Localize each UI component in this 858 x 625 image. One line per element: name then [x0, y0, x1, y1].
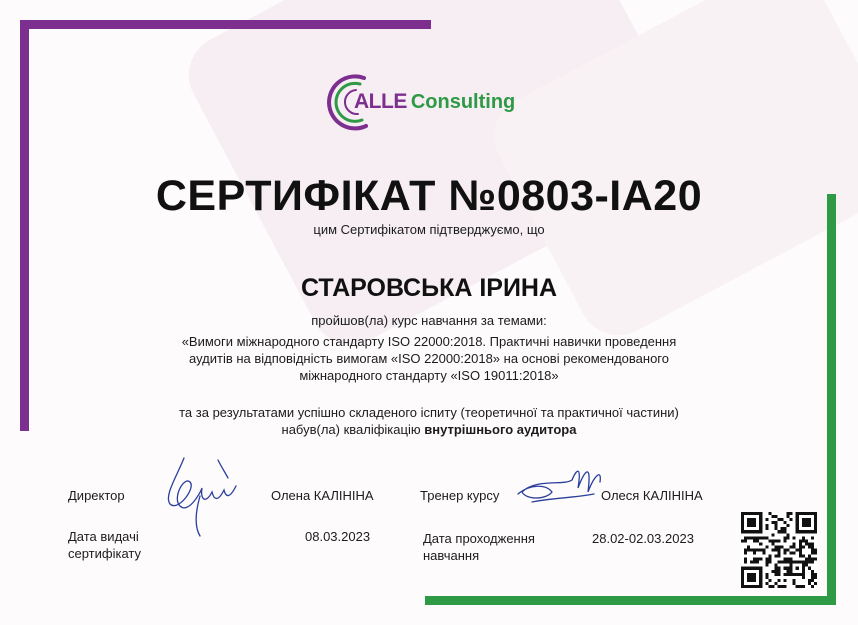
trainer-name: Олеся КАЛІНІНА [601, 488, 703, 503]
logo-text [354, 90, 515, 114]
topic-line: міжнародного стандарту «ISO 19011:2018» [299, 368, 559, 383]
company-logo [326, 70, 546, 134]
certificate-title: СЕРТИФІКАТ №0803-ІА20 [155, 172, 703, 220]
signature-icon [512, 458, 612, 510]
training-date-label-line: навчання [423, 548, 480, 563]
recipient-name: СТАРОВСЬКА ІРИНА [300, 274, 558, 302]
topic-line: «Вимоги міжнародного стандарту ISO 22000:2018. Практичні навички проведення [181, 334, 677, 349]
training-dates: 28.02-02.03.2023 [592, 531, 694, 546]
issue-date-label-line: сертифікату [68, 546, 141, 561]
trainer-label: Тренер курсу [420, 488, 500, 503]
completed-text: пройшов(ла) курс навчання за темами: [311, 313, 547, 328]
logo-brand-alle: ALLE [354, 90, 407, 113]
director-name: Олена КАЛІНІНА [271, 488, 374, 503]
issue-date-label [68, 528, 141, 562]
qualification-title: внутрішнього аудитора [424, 422, 577, 437]
director-label: Директор [68, 488, 125, 503]
course-topic [130, 333, 728, 384]
qualification-text [0, 421, 858, 438]
issue-date: 08.03.2023 [305, 529, 371, 544]
training-date-label [423, 530, 535, 564]
qr-code-icon[interactable] [741, 512, 817, 588]
topic-line: аудитів на відповідність вимогам «ISO 22000:2018» на основі рекомендованого [189, 351, 669, 366]
logo-brand-consulting: Consulting [410, 91, 516, 113]
confirm-text: цим Сертифікатом підтверджуємо, що [313, 222, 545, 237]
issue-date-label-line: Дата видачі [68, 529, 139, 544]
training-date-label-line: Дата проходження [423, 531, 535, 546]
qualification-prefix: набув(ла) кваліфікацію [281, 422, 425, 437]
signature-icon [156, 448, 246, 540]
exam-text: та за результатами успішно складеного іспиту (теоретичної та практичної частини) [179, 405, 679, 420]
